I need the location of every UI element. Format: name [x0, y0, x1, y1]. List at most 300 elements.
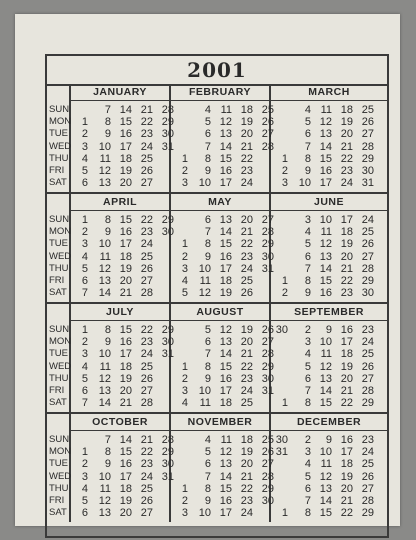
date-cell: 21 [240, 348, 253, 361]
date-cell: 22 [240, 152, 253, 165]
date-cell: 14 [219, 226, 232, 239]
weekday-label: WED [49, 470, 72, 482]
date-cell: 23 [361, 434, 374, 446]
date-cell: 15 [219, 360, 232, 373]
date-cell: 25 [361, 104, 374, 116]
month-block [71, 414, 174, 522]
date-cell: 4 [81, 482, 88, 495]
date-cell: 29 [261, 238, 274, 251]
date-cell: 13 [319, 482, 332, 495]
date-cell: 15 [219, 238, 232, 251]
date-cell: 11 [320, 104, 332, 116]
date-cell: 8 [104, 116, 111, 129]
date-cell: 31 [261, 262, 274, 275]
date-cell: 2 [181, 165, 188, 177]
date-cell: 20 [240, 128, 253, 141]
weekday-column [47, 304, 71, 412]
date-cell: 11 [99, 360, 111, 373]
date-cell: 11 [99, 482, 111, 495]
date-cell: 20 [240, 214, 253, 226]
months-grid [47, 84, 387, 536]
date-cell: 30 [275, 434, 288, 446]
date-cell: 27 [140, 385, 153, 397]
weekday-label: SAT [49, 177, 67, 189]
date-cell: 18 [219, 275, 232, 287]
date-cell: 5 [204, 446, 211, 459]
date-cell: 28 [261, 348, 274, 361]
date-cell: 11 [99, 250, 111, 263]
weekday-label: SUN [49, 324, 70, 335]
date-cell: 26 [361, 116, 374, 129]
date-cell: 10 [98, 470, 111, 483]
date-cell: 22 [140, 116, 153, 129]
date-cell: 10 [319, 446, 332, 459]
date-cell: 13 [319, 250, 332, 263]
date-cell: 13 [219, 214, 232, 226]
date-cell: 20 [119, 177, 132, 190]
date-cell: 27 [361, 372, 374, 385]
date-cell: 1 [81, 324, 88, 336]
date-cell: 17 [119, 238, 132, 251]
date-cell: 1 [181, 238, 188, 251]
date-cell: 9 [325, 434, 332, 446]
date-cell: 2 [81, 128, 88, 141]
date-cell: 26 [261, 324, 274, 336]
date-cell: 17 [119, 140, 132, 153]
date-cell: 28 [261, 226, 274, 239]
date-cell: 2 [181, 495, 188, 507]
date-cell: 9 [104, 226, 111, 239]
date-cell: 3 [304, 336, 311, 349]
month-name: APRIL [71, 194, 169, 211]
date-cell: 17 [219, 262, 232, 275]
weekday-label: MON [49, 446, 72, 458]
date-cell: 9 [204, 372, 211, 385]
date-cell: 13 [98, 385, 111, 397]
weekday-label: THU [49, 262, 69, 274]
date-cell: 6 [81, 507, 88, 520]
date-cell: 14 [119, 434, 132, 446]
date-cell: 8 [204, 238, 211, 251]
date-cell: 11 [320, 458, 332, 471]
date-cell: 17 [219, 177, 232, 190]
date-cell: 13 [219, 128, 232, 141]
date-cell: 19 [340, 116, 353, 129]
weekday-label: FRI [49, 495, 65, 506]
date-cell: 18 [240, 104, 253, 116]
date-cell: 3 [81, 140, 88, 153]
date-cell: 4 [181, 275, 188, 287]
date-cell: 1 [281, 397, 288, 410]
date-cell: 30 [261, 250, 274, 263]
date-cell: 14 [98, 287, 111, 300]
date-cell: 9 [304, 165, 311, 177]
date-cell: 1 [181, 152, 188, 165]
month-name: DECEMBER [271, 414, 387, 431]
date-cell: 18 [340, 226, 353, 239]
date-cell: 19 [240, 446, 253, 459]
date-cell: 27 [261, 458, 274, 471]
date-cell: 9 [204, 250, 211, 263]
date-cell: 22 [340, 275, 353, 287]
date-cell: 21 [119, 287, 132, 300]
date-cell: 22 [340, 152, 353, 165]
date-cell: 2 [81, 458, 88, 471]
date-cell: 26 [261, 446, 274, 459]
date-cell: 14 [98, 397, 111, 410]
weekday-label: WED [49, 360, 72, 372]
date-cell: 18 [219, 397, 232, 410]
date-cell: 15 [219, 152, 232, 165]
date-cell: 18 [340, 348, 353, 361]
date-cell: 14 [219, 140, 232, 153]
date-cell: 27 [361, 250, 374, 263]
date-cell: 7 [304, 385, 311, 397]
date-cell: 29 [161, 446, 174, 459]
month-name: AUGUST [171, 304, 269, 321]
date-cell: 3 [304, 446, 311, 459]
quarter-row [47, 194, 387, 302]
date-cell: 4 [181, 397, 188, 410]
date-cell: 24 [140, 238, 153, 251]
date-cell: 27 [361, 482, 374, 495]
date-cell: 5 [304, 116, 311, 129]
date-cell: 11 [320, 226, 332, 239]
date-cell: 17 [119, 348, 132, 361]
date-cell: 15 [319, 152, 332, 165]
date-cell: 23 [140, 226, 153, 239]
date-cell: 27 [361, 128, 374, 141]
date-cell: 8 [104, 324, 111, 336]
date-cell: 5 [304, 360, 311, 373]
quarter-row [47, 304, 387, 412]
date-cell: 1 [81, 446, 88, 459]
weekday-label: FRI [49, 275, 65, 286]
date-cell: 19 [119, 165, 132, 177]
calendar-frame [45, 54, 389, 538]
weekday-label: THU [49, 372, 69, 384]
date-cell: 16 [119, 226, 132, 239]
date-cell: 7 [304, 262, 311, 275]
date-cell: 12 [198, 287, 211, 300]
date-cell: 26 [361, 238, 374, 251]
date-cell: 31 [275, 446, 288, 459]
date-cell: 7 [204, 140, 211, 153]
date-cell: 27 [261, 214, 274, 226]
date-cell: 16 [219, 165, 232, 177]
calendar-card [15, 14, 400, 526]
month-name: JUNE [271, 194, 387, 211]
date-cell: 30 [275, 324, 288, 336]
date-cell: 1 [281, 152, 288, 165]
date-cell: 13 [219, 458, 232, 471]
date-cell: 29 [261, 482, 274, 495]
weekday-label: MON [49, 116, 72, 128]
date-cell: 23 [340, 165, 353, 177]
date-cell: 10 [198, 177, 211, 190]
date-cell: 28 [361, 262, 374, 275]
date-cell: 15 [319, 397, 332, 410]
date-cell: 28 [161, 104, 174, 116]
date-cell: 9 [104, 128, 111, 141]
date-cell: 22 [340, 397, 353, 410]
date-cell: 24 [240, 177, 253, 190]
year-title: 2001 [47, 56, 387, 86]
date-cell: 29 [261, 360, 274, 373]
date-cell: 30 [161, 226, 174, 239]
date-cell: 20 [240, 458, 253, 471]
date-cell: 21 [240, 226, 253, 239]
date-cell: 19 [340, 238, 353, 251]
date-cell: 24 [361, 336, 374, 349]
date-cell: 16 [219, 250, 232, 263]
date-cell: 16 [119, 336, 132, 349]
date-cell: 29 [161, 214, 174, 226]
month-name: MAY [171, 194, 269, 211]
date-cell: 13 [319, 128, 332, 141]
date-cell: 19 [240, 116, 253, 129]
date-cell: 15 [119, 324, 132, 336]
date-cell: 10 [198, 385, 211, 397]
date-cell: 30 [261, 372, 274, 385]
date-cell: 13 [98, 275, 111, 287]
date-cell: 16 [219, 495, 232, 507]
date-cell: 22 [240, 238, 253, 251]
date-cell: 21 [340, 385, 353, 397]
date-cell: 9 [204, 165, 211, 177]
date-cell: 6 [81, 177, 88, 190]
date-cell: 4 [81, 152, 88, 165]
date-cell: 2 [281, 287, 288, 300]
date-cell: 7 [81, 287, 88, 300]
date-cell: 10 [98, 348, 111, 361]
month-block [271, 84, 387, 192]
weekday-label: FRI [49, 165, 65, 176]
date-cell: 18 [340, 458, 353, 471]
date-cell: 19 [119, 372, 132, 385]
date-cell: 22 [340, 507, 353, 520]
month-block [271, 194, 387, 302]
date-cell: 28 [361, 385, 374, 397]
date-cell: 12 [219, 446, 232, 459]
weekday-column [47, 414, 71, 522]
date-cell: 24 [340, 177, 353, 190]
date-cell: 15 [319, 507, 332, 520]
date-cell: 9 [204, 495, 211, 507]
date-cell: 8 [304, 275, 311, 287]
weekday-label: SAT [49, 287, 67, 299]
date-cell: 3 [304, 214, 311, 226]
date-cell: 12 [319, 360, 332, 373]
date-cell: 21 [340, 262, 353, 275]
month-name: JANUARY [71, 84, 169, 101]
date-cell: 5 [81, 262, 88, 275]
date-cell: 12 [98, 372, 111, 385]
date-cell: 4 [81, 250, 88, 263]
date-cell: 6 [304, 128, 311, 141]
date-cell: 23 [240, 495, 253, 507]
date-cell: 20 [119, 275, 132, 287]
date-cell: 11 [199, 397, 211, 410]
date-cell: 7 [81, 397, 88, 410]
date-cell: 17 [340, 336, 353, 349]
date-cell: 21 [340, 140, 353, 153]
date-cell: 26 [261, 116, 274, 129]
date-cell: 3 [81, 348, 88, 361]
date-cell: 10 [298, 177, 311, 190]
date-cell: 25 [140, 482, 153, 495]
date-cell: 14 [319, 140, 332, 153]
date-cell: 6 [304, 250, 311, 263]
date-cell: 14 [219, 348, 232, 361]
weekday-label: TUE [49, 238, 68, 250]
date-cell: 6 [204, 214, 211, 226]
date-cell: 8 [104, 446, 111, 459]
month-block [171, 304, 274, 412]
date-cell: 21 [140, 104, 153, 116]
date-cell: 5 [204, 324, 211, 336]
date-cell: 20 [340, 250, 353, 263]
date-cell: 5 [81, 165, 88, 177]
date-cell: 1 [281, 275, 288, 287]
date-cell: 20 [240, 336, 253, 349]
date-cell: 26 [140, 495, 153, 507]
date-cell: 23 [340, 287, 353, 300]
date-cell: 8 [204, 360, 211, 373]
date-cell: 18 [119, 482, 132, 495]
date-cell: 22 [140, 214, 153, 226]
weekday-label: THU [49, 482, 69, 494]
date-cell: 9 [325, 324, 332, 336]
month-name: MARCH [271, 84, 387, 101]
weekday-label: FRI [49, 385, 65, 396]
date-cell: 21 [119, 397, 132, 410]
date-cell: 19 [340, 360, 353, 373]
date-cell: 23 [361, 324, 374, 336]
date-cell: 18 [119, 152, 132, 165]
weekday-label: SUN [49, 214, 70, 225]
date-cell: 30 [161, 128, 174, 141]
weekday-label: SAT [49, 397, 67, 409]
date-cell: 14 [319, 262, 332, 275]
date-cell: 24 [240, 507, 253, 520]
date-cell: 5 [81, 372, 88, 385]
month-name: OCTOBER [71, 414, 169, 431]
date-cell: 25 [240, 275, 253, 287]
month-block [71, 84, 174, 192]
date-cell: 30 [161, 336, 174, 349]
date-cell: 22 [240, 482, 253, 495]
date-cell: 6 [204, 458, 211, 471]
date-cell: 5 [304, 470, 311, 483]
date-cell: 25 [140, 250, 153, 263]
date-cell: 18 [119, 250, 132, 263]
date-cell: 18 [119, 360, 132, 373]
date-cell: 24 [240, 262, 253, 275]
date-cell: 6 [204, 336, 211, 349]
date-cell: 3 [81, 470, 88, 483]
date-cell: 21 [140, 434, 153, 446]
date-cell: 16 [119, 128, 132, 141]
date-cell: 27 [261, 336, 274, 349]
date-cell: 28 [140, 287, 153, 300]
date-cell: 31 [161, 140, 174, 153]
date-cell: 1 [81, 214, 88, 226]
date-cell: 7 [204, 226, 211, 239]
date-cell: 28 [140, 397, 153, 410]
date-cell: 5 [81, 495, 88, 507]
date-cell: 26 [361, 470, 374, 483]
date-cell: 12 [219, 324, 232, 336]
date-cell: 26 [361, 360, 374, 373]
date-cell: 26 [140, 165, 153, 177]
date-cell: 11 [320, 348, 332, 361]
date-cell: 9 [104, 458, 111, 471]
date-cell: 1 [181, 482, 188, 495]
date-cell: 8 [304, 152, 311, 165]
date-cell: 4 [304, 458, 311, 471]
date-cell: 11 [220, 434, 232, 446]
date-cell: 15 [219, 482, 232, 495]
date-cell: 2 [81, 336, 88, 349]
date-cell: 17 [319, 177, 332, 190]
month-block [171, 414, 274, 522]
month-block [271, 414, 387, 522]
date-cell: 29 [361, 507, 374, 520]
date-cell: 30 [161, 458, 174, 471]
date-cell: 27 [140, 507, 153, 520]
date-cell: 16 [219, 372, 232, 385]
date-cell: 15 [119, 214, 132, 226]
date-cell: 16 [319, 287, 332, 300]
date-cell: 31 [361, 177, 374, 190]
date-cell: 3 [181, 385, 188, 397]
weekday-label: WED [49, 250, 72, 262]
month-block [71, 194, 174, 302]
date-cell: 28 [361, 495, 374, 507]
date-cell: 25 [261, 104, 274, 116]
date-cell: 29 [361, 152, 374, 165]
date-cell: 7 [104, 434, 111, 446]
date-cell: 22 [140, 446, 153, 459]
date-cell: 13 [319, 372, 332, 385]
date-cell: 20 [340, 372, 353, 385]
weekday-label: SAT [49, 507, 67, 519]
date-cell: 25 [361, 226, 374, 239]
date-cell: 14 [219, 470, 232, 483]
date-cell: 15 [319, 275, 332, 287]
weekday-column [47, 194, 71, 302]
date-cell: 28 [261, 140, 274, 153]
date-cell: 17 [219, 385, 232, 397]
date-cell: 22 [140, 324, 153, 336]
date-cell: 19 [240, 324, 253, 336]
date-cell: 31 [161, 348, 174, 361]
quarter-row [47, 414, 387, 522]
date-cell: 28 [261, 470, 274, 483]
date-cell: 30 [361, 287, 374, 300]
date-cell: 11 [199, 275, 211, 287]
date-cell: 29 [361, 397, 374, 410]
date-cell: 19 [219, 287, 232, 300]
date-cell: 28 [161, 434, 174, 446]
date-cell: 25 [361, 348, 374, 361]
weekday-label: SUN [49, 434, 70, 445]
date-cell: 8 [204, 482, 211, 495]
date-cell: 25 [140, 360, 153, 373]
date-cell: 1 [181, 360, 188, 373]
date-cell: 18 [340, 104, 353, 116]
